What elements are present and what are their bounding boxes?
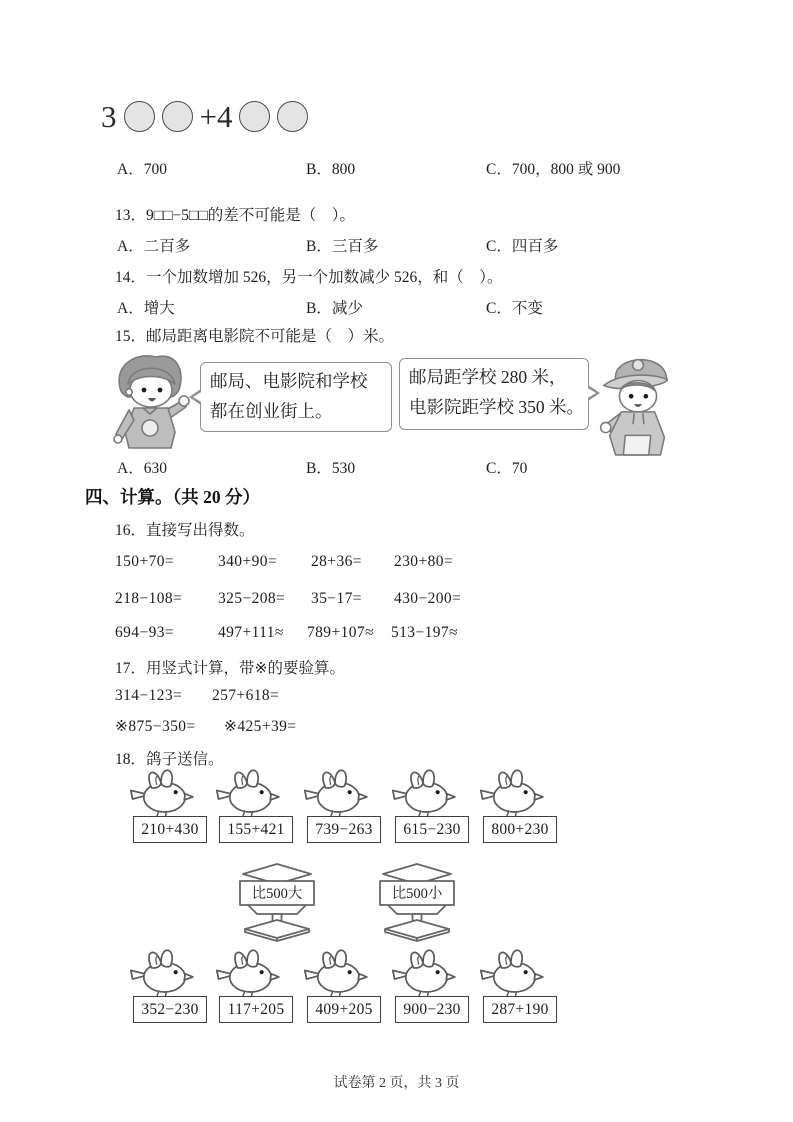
question-13-options bbox=[0, 234, 793, 256]
calc-cell: 35−17= bbox=[311, 590, 362, 607]
option-c: C．不变 bbox=[486, 300, 543, 317]
letter-box: 739−263 bbox=[307, 816, 381, 843]
option-b: B．800 bbox=[306, 161, 356, 178]
option-c: C．四百多 bbox=[486, 238, 559, 255]
page-footer: 试卷第 2 页，共 3 页 bbox=[333, 1076, 460, 1091]
question-15-text: 15．邮局距离电影院不可能是（ ）米。 bbox=[115, 328, 395, 345]
blank-circle-icon bbox=[124, 101, 155, 132]
letter-box: 900−230 bbox=[395, 996, 469, 1023]
bubble-right-line-1: 邮局距学校 280 米， bbox=[409, 367, 567, 387]
letter-box: 800+230 bbox=[483, 816, 557, 843]
calc-cell: 430−200= bbox=[394, 590, 462, 607]
pigeon-icon bbox=[474, 948, 548, 998]
section-4-header: 四、计算。（共 20 分） bbox=[85, 487, 260, 507]
option-b: B．减少 bbox=[306, 300, 363, 317]
blank-circle-icon bbox=[239, 101, 270, 132]
letter-box: 155+421 bbox=[219, 816, 293, 843]
calc-cell: 230+80= bbox=[394, 553, 454, 570]
pigeon-icon bbox=[386, 948, 460, 998]
calc-cell: 218−108= bbox=[115, 590, 183, 607]
letter-box: 287+190 bbox=[483, 996, 557, 1023]
figure-term-1: 3 bbox=[101, 99, 117, 134]
letter-box: 409+205 bbox=[307, 996, 381, 1023]
mailbox-icon bbox=[371, 862, 463, 946]
question-17-text: 17．用竖式计算，带※的要验算。 bbox=[115, 660, 345, 677]
option-a: A．二百多 bbox=[117, 238, 191, 255]
option-c: C．70 bbox=[486, 460, 528, 477]
mailbox-label: 比500大 bbox=[251, 886, 303, 902]
calc-cell: ※875−350= bbox=[115, 718, 196, 735]
option-b: B．530 bbox=[306, 460, 356, 477]
mailbox-label: 比500小 bbox=[391, 886, 443, 902]
pigeon-icon bbox=[124, 768, 198, 818]
boy-left-illustration bbox=[102, 350, 194, 462]
bubble-right-line-2: 电影院距学校 350 米。 bbox=[409, 397, 584, 417]
pigeon-icon bbox=[210, 948, 284, 998]
question-12-figure bbox=[101, 101, 308, 132]
calc-cell: 497+111≈ bbox=[218, 624, 284, 641]
option-b: B．三百多 bbox=[306, 238, 379, 255]
question-18-text: 18．鸽子送信。 bbox=[115, 751, 224, 768]
option-a: A．增大 bbox=[117, 300, 175, 317]
letter-box: 615−230 bbox=[395, 816, 469, 843]
blank-circle-icon bbox=[277, 101, 308, 132]
calc-cell: 325−208= bbox=[218, 590, 286, 607]
calc-cell: 694−93= bbox=[115, 624, 175, 641]
letter-box: 117+205 bbox=[219, 996, 293, 1023]
pigeon-icon bbox=[474, 768, 548, 818]
mailbox-icon bbox=[231, 862, 323, 946]
calc-cell: 150+70= bbox=[115, 553, 175, 570]
calc-cell: 28+36= bbox=[311, 553, 362, 570]
bubble-tail-icon bbox=[193, 391, 203, 403]
speech-bubble-right bbox=[399, 358, 589, 430]
pigeon-icon bbox=[386, 768, 460, 818]
pigeon-icon bbox=[298, 948, 372, 998]
letter-box: 210+430 bbox=[133, 816, 207, 843]
boy-right-illustration bbox=[594, 348, 682, 466]
calc-cell: ※425+39= bbox=[224, 718, 297, 735]
question-12-options bbox=[0, 157, 793, 179]
calc-cell: 340+90= bbox=[218, 553, 278, 570]
speech-bubble-left bbox=[200, 362, 392, 432]
figure-term-2: +4 bbox=[199, 99, 233, 134]
question-16-text: 16．直接写出得数。 bbox=[115, 522, 255, 539]
letter-box: 352−230 bbox=[133, 996, 207, 1023]
blank-circle-icon bbox=[162, 101, 193, 132]
pigeon-icon bbox=[210, 768, 284, 818]
calc-cell: 314−123= bbox=[115, 687, 183, 704]
question-13-text: 13．9□□−5□□的差不可能是（ ）。 bbox=[115, 207, 355, 224]
question-14-options bbox=[0, 296, 793, 318]
option-c: C．700，800 或 900 bbox=[486, 161, 621, 178]
bubble-left-line-1: 邮局、电影院和学校 bbox=[210, 371, 368, 391]
calc-cell: 513−197≈ bbox=[391, 624, 458, 641]
calc-cell: 257+618= bbox=[212, 687, 280, 704]
option-a: A．630 bbox=[117, 460, 167, 477]
option-a: A．700 bbox=[117, 161, 167, 178]
question-14-text: 14．一个加数增加 526，另一个加数减少 526，和（ ）。 bbox=[115, 269, 503, 286]
pigeon-icon bbox=[124, 948, 198, 998]
calc-cell: 789+107≈ bbox=[307, 624, 374, 641]
bubble-left-line-2: 都在创业街上。 bbox=[210, 401, 333, 421]
question-15-options bbox=[0, 456, 793, 478]
pigeon-icon bbox=[298, 768, 372, 818]
